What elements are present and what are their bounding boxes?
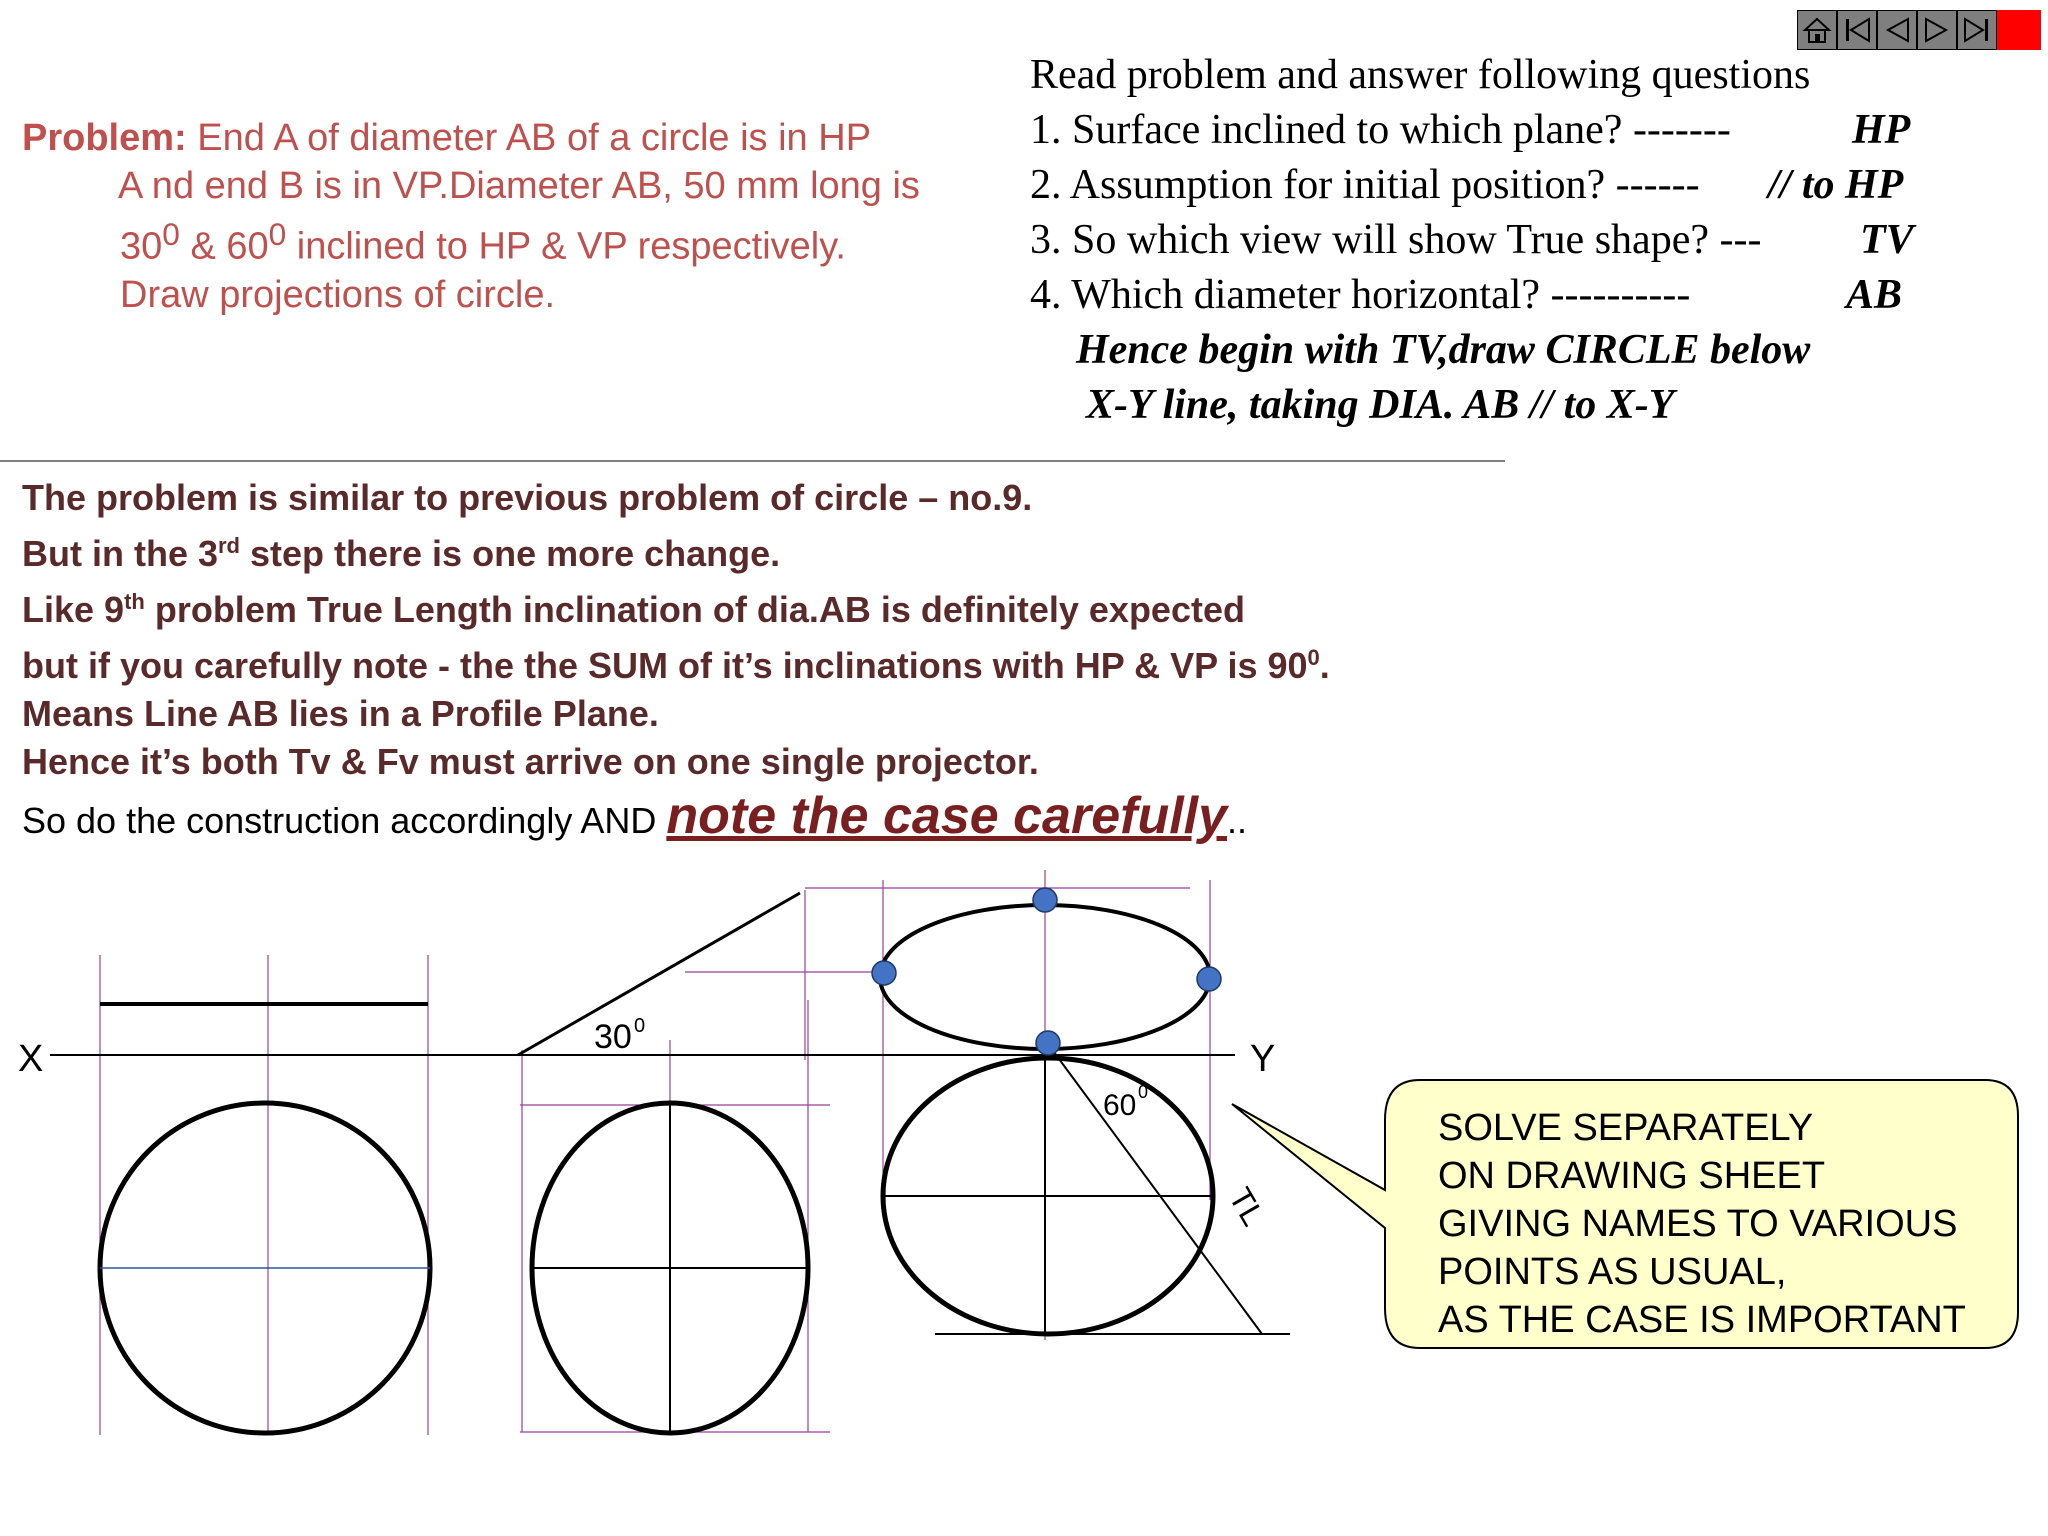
projector-lines bbox=[100, 870, 1210, 1435]
explanation-line-6: Hence it’s both Tv & Fv must arrive on one single projector. bbox=[22, 741, 1039, 782]
problem-line-2: A nd end B is in VP.Diameter AB, 50 mm long is bbox=[118, 165, 920, 207]
angle-60-text: & 60 bbox=[179, 225, 269, 268]
true-length-line bbox=[1045, 1040, 1262, 1334]
note-emphasis: note the case carefully bbox=[666, 787, 1228, 845]
callout-text bbox=[1438, 1104, 1966, 1344]
point-marker bbox=[872, 961, 896, 985]
point-marker bbox=[1197, 967, 1221, 991]
hence-line-1: Hence begin with TV,draw CIRCLE below bbox=[1076, 327, 1811, 373]
explanation-line-1: The problem is similar to previous problem of circle – no.9. bbox=[22, 477, 1033, 518]
answer-text: // to HP bbox=[1768, 162, 1904, 208]
inclined-front-view bbox=[518, 893, 800, 1055]
inclined-text: inclined to HP & VP respectively. bbox=[286, 225, 846, 268]
text-part: step there is one more change. bbox=[240, 533, 781, 574]
questions-heading: Read problem and answer following questions bbox=[1030, 52, 1811, 98]
y-label: Y bbox=[1250, 1038, 1276, 1080]
callout-line: ON DRAWING SHEET bbox=[1438, 1155, 1826, 1197]
text-part: . bbox=[1319, 645, 1330, 686]
degree-sup: 0 bbox=[1307, 645, 1320, 670]
angle-60-label: 60 bbox=[1103, 1089, 1137, 1122]
text-part: Like 9 bbox=[22, 589, 125, 630]
hence-line-2: X-Y line, taking DIA. AB // to X-Y bbox=[1086, 382, 1675, 428]
text-part: problem True Length inclination of dia.AB is definitely expected bbox=[144, 589, 1245, 630]
problem-line-1: End A of diameter AB of a circle is in HP bbox=[186, 117, 872, 159]
text-part: But in the 3 bbox=[22, 533, 218, 574]
degree-sup: 0 bbox=[268, 216, 287, 252]
question-text: 3. So which view will show True shape? --- bbox=[1030, 217, 1762, 263]
problem-label: Problem: bbox=[22, 117, 187, 159]
ordinal-sup: th bbox=[124, 589, 145, 614]
text-part: but if you carefully note - the the SUM of it’s inclinations with HP & VP is 90 bbox=[22, 645, 1308, 686]
answer-text: HP bbox=[1852, 107, 1911, 153]
explanation-line-5: Means Line AB lies in a Profile Plane. bbox=[22, 693, 659, 734]
angle-60-degree: 0 bbox=[1138, 1082, 1149, 1102]
question-text: 4. Which diameter horizontal? ---------- bbox=[1030, 272, 1691, 318]
point-marker bbox=[1036, 1031, 1060, 1055]
problem-line-4: Draw projections of circle. bbox=[120, 273, 556, 316]
angle-30-text: 30 bbox=[120, 225, 163, 268]
key-points bbox=[872, 888, 1221, 1055]
x-label: X bbox=[18, 1038, 44, 1080]
angle-30-degree: 0 bbox=[634, 1015, 646, 1037]
callout-line: AS THE CASE IS IMPORTANT bbox=[1438, 1299, 1966, 1341]
tl-label: TL bbox=[1221, 1181, 1272, 1232]
degree-sup: 0 bbox=[162, 216, 180, 252]
angle-30-label: 30 bbox=[594, 1018, 632, 1056]
text-part: .. bbox=[1227, 800, 1248, 841]
ordinal-sup: rd bbox=[218, 533, 240, 558]
callout-line: SOLVE SEPARATELY bbox=[1438, 1107, 1814, 1149]
text-part: So do the construction accordingly AND bbox=[22, 800, 667, 841]
point-marker bbox=[1033, 888, 1057, 912]
answer-text: TV bbox=[1860, 217, 1914, 263]
callout-line: GIVING NAMES TO VARIOUS bbox=[1438, 1203, 1958, 1245]
callout-line: POINTS AS USUAL, bbox=[1438, 1251, 1787, 1293]
answer-text: AB bbox=[1846, 272, 1903, 318]
question-text: 1. Surface inclined to which plane? ------- bbox=[1030, 107, 1731, 153]
question-text: 2. Assumption for initial position? ------ bbox=[1030, 162, 1700, 208]
